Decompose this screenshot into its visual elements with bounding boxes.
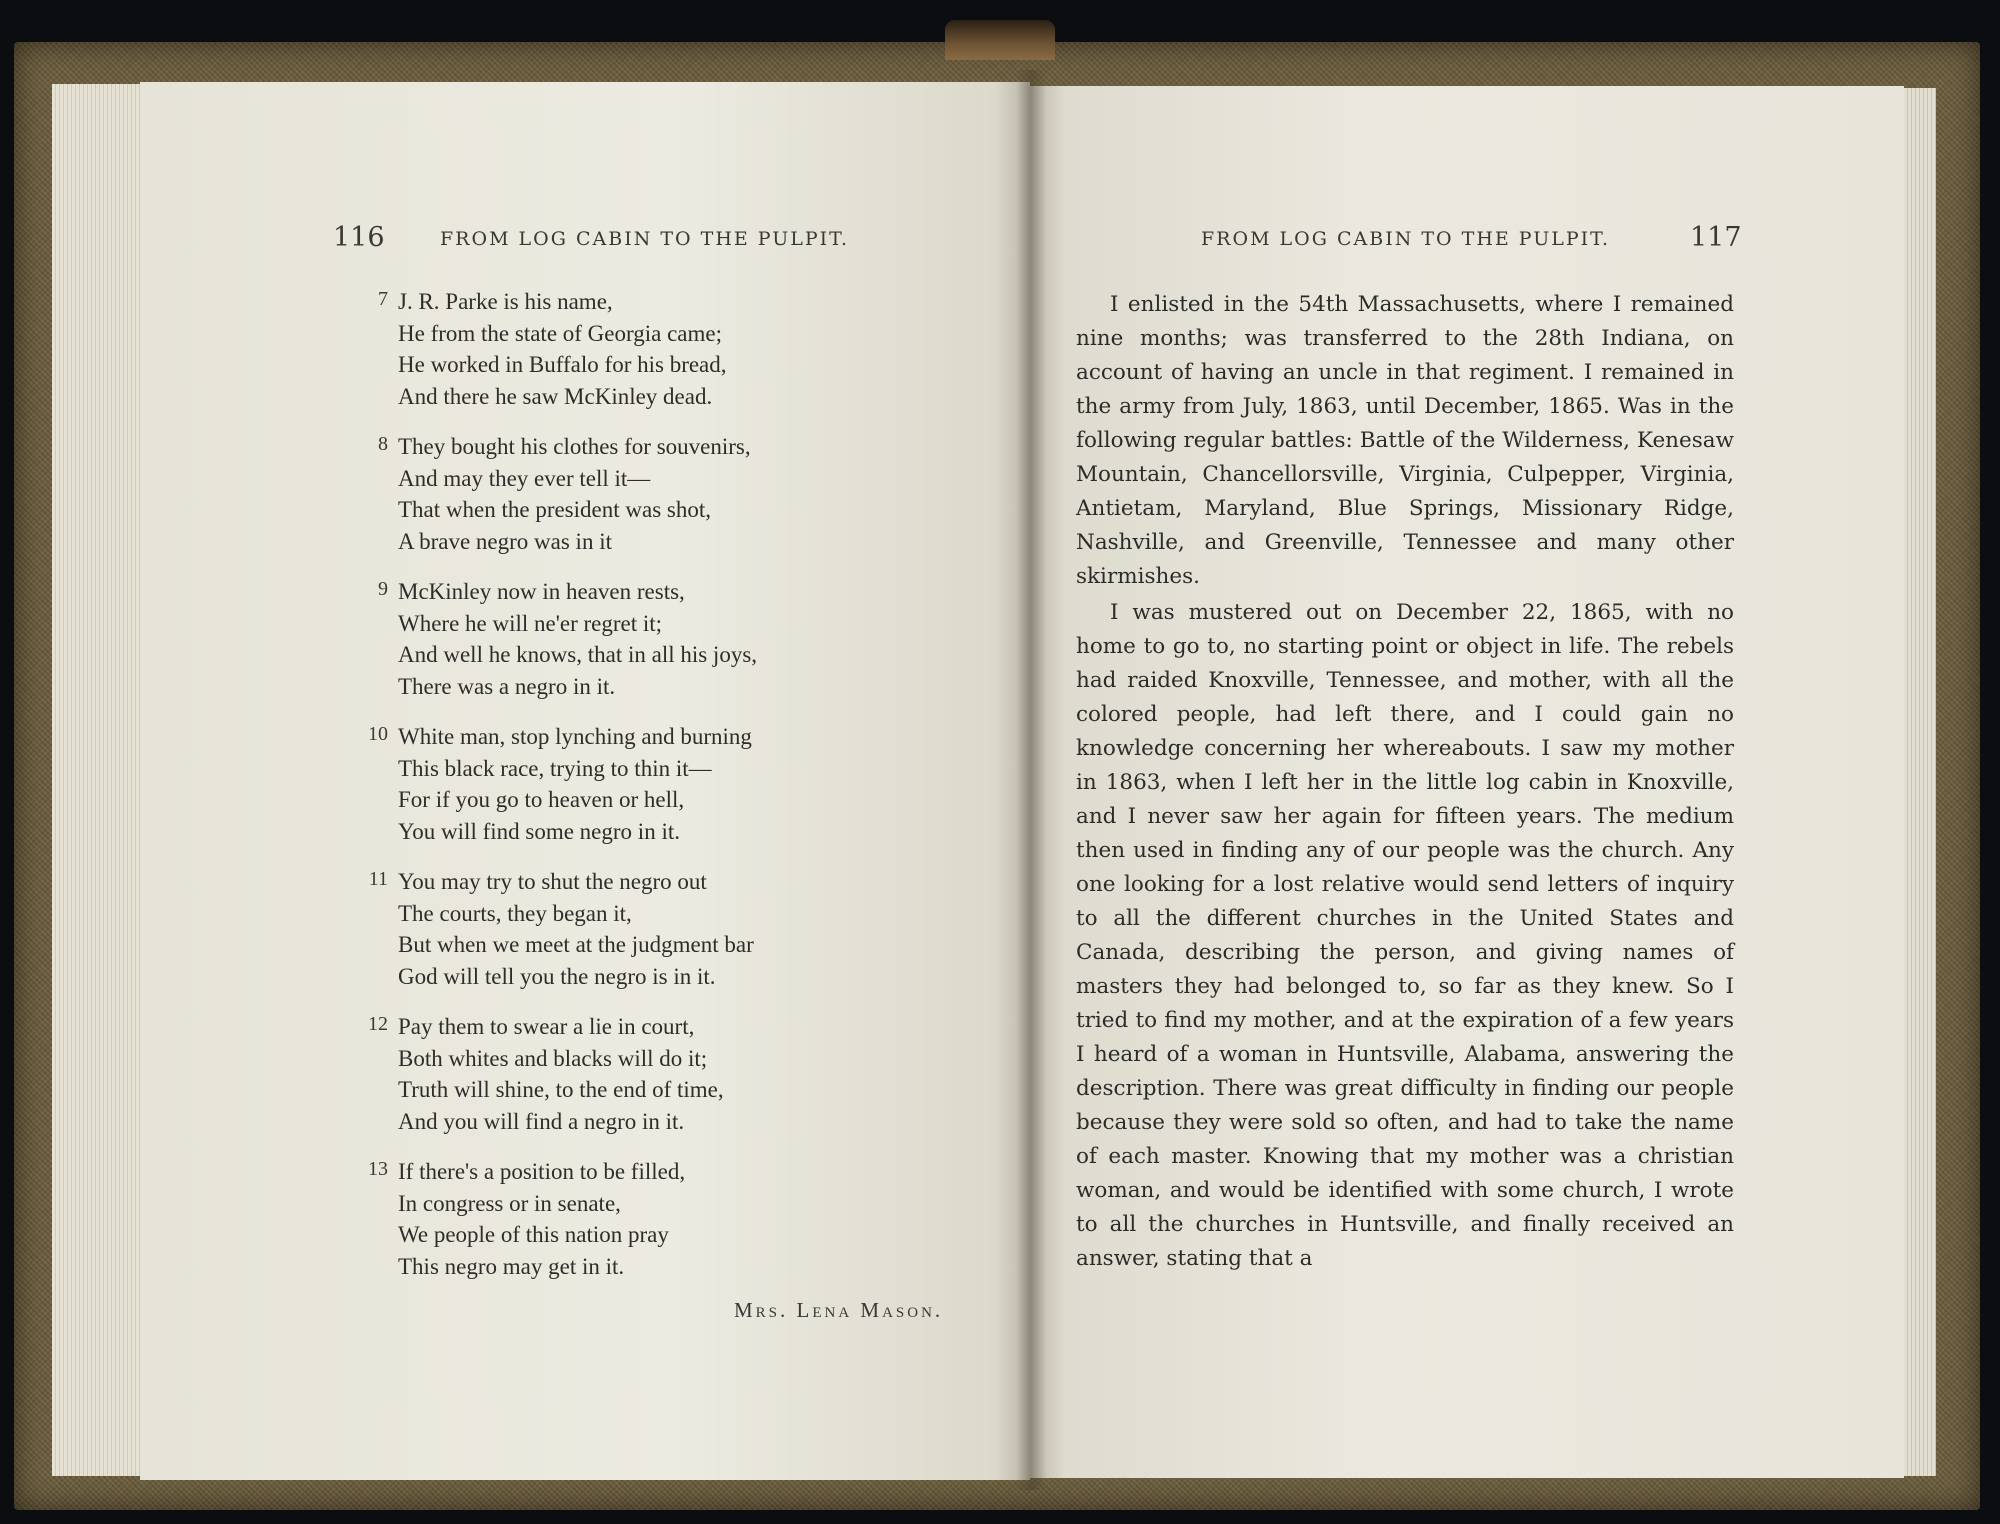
stanza (378, 286, 998, 412)
poem-line: White man, stop lynching and burning (398, 724, 752, 749)
book-gutter (1016, 70, 1046, 1490)
stanza (378, 576, 998, 702)
stanza-number: 9 (378, 578, 388, 600)
poem-line: He from the state of Georgia came; (398, 320, 722, 346)
poem-line: And may they ever tell it— (398, 465, 651, 491)
poem-line: This negro may get in it. (398, 1253, 625, 1279)
stanza-number: 10 (368, 723, 388, 745)
poem-line: J. R. Parke is his name, (398, 289, 613, 314)
poem-line: They bought his clothes for souvenirs, (398, 434, 751, 459)
stanza-number: 11 (368, 868, 388, 890)
poem-line: God will tell you the negro is in it. (398, 963, 716, 989)
poem-line: And you will find a negro in it. (398, 1108, 685, 1134)
page-edges-left (52, 84, 144, 1476)
poem-line: If there's a position to be filled, (398, 1159, 686, 1184)
poem-line: A brave negro was in it (398, 528, 612, 554)
poem-line: Where he will ne'er regret it; (398, 610, 663, 636)
stanza (368, 1156, 998, 1282)
poem-line: This black race, trying to thin it— (398, 755, 712, 781)
attribution-text: Mrs. Lena Mason. (734, 1298, 944, 1322)
paragraph: I was mustered out on December 22, 1865, with no home to go to, no starting point or object in life. The rebels had raided Knoxville, Tennessee, and mother, with all the colored people, had left there, and I could gain no knowledge concerning her whereabouts. I saw my mother in 1863, when I left her in the little log cabin in Knoxville, and I never saw her again for fifteen years. The medium then used in finding any of our people was the church. Any one looking for a lost relative would send letters of inquiry to all the different churches in the United States and Canada, describing the person, and giving names of masters they had belonged to, so far as they knew. So I tried to find my mother, and at the expiration of a few years I heard of a woman in Huntsville, Alabama, answering the description. There was great difficulty in finding our people because they were sold so often, and had to take the name of each master. Knowing that my mother was a christian woman, and would be identified with some church, I wrote to all the churches in Huntsville, and finally received an answer, stating that a (1076, 600, 1734, 1271)
poem-line: You will find some negro in it. (398, 818, 680, 844)
poem-attribution (734, 1298, 943, 1323)
poem-line: Truth will shine, to the end of time, (398, 1077, 724, 1102)
poem-line: McKinley now in heaven rests, (398, 579, 685, 604)
poem-line: There was a negro in it. (398, 673, 616, 699)
poem-line: The courts, they began it, (398, 900, 632, 926)
left-running-head: FROM LOG CABIN TO THE PULPIT. (440, 228, 850, 250)
poem-line: And there he saw McKinley dead. (398, 383, 713, 409)
prose-body (1076, 288, 1734, 1276)
book-spine (945, 20, 1055, 60)
stanza-number: 12 (368, 1013, 388, 1035)
poem-line: That when the president was shot, (398, 497, 711, 522)
stanza (368, 1011, 998, 1137)
poem-line: We people of this nation pray (398, 1222, 669, 1247)
right-page-number: 117 (1690, 222, 1742, 253)
page-edges-right (1900, 88, 1936, 1476)
poem-line: In congress or in senate, (398, 1190, 621, 1216)
poem-line: For if you go to heaven or hell, (398, 787, 685, 812)
poem-line: He worked in Buffalo for his bread, (398, 352, 727, 377)
poem-line: And well he knows, that in all his joys, (398, 642, 758, 667)
stanza (378, 431, 998, 557)
poem-line: Both whites and blacks will do it; (398, 1045, 708, 1071)
stanza-number: 13 (368, 1158, 388, 1180)
poem-line: Pay them to swear a lie in court, (398, 1014, 695, 1039)
left-page-number: 116 (333, 222, 385, 253)
paragraph: I enlisted in the 54th Massachusetts, where I remained nine months; was transferred to the 28th Indiana, on account of having an uncle in that regiment. I remained in the army from July, 1863, until December, 1865. Was in the following regular battles: Battle of the Wilderness, Kenesaw Mountain, Chancellorsville, Virginia, Culpepper, Virginia, Antietam, Maryland, Blue Springs, Missionary Ridge, Nashville, and Greenville, Tennessee and many other skirmishes. (1076, 292, 1734, 589)
poem-line: You may try to shut the negro out (398, 869, 707, 894)
poem (368, 286, 998, 1301)
stanza (368, 866, 998, 992)
stanza-number: 7 (378, 288, 388, 310)
stanza (368, 721, 998, 847)
stanza-number: 8 (378, 433, 388, 455)
right-running-head: FROM LOG CABIN TO THE PULPIT. (1201, 228, 1611, 250)
poem-line: But when we meet at the judgment bar (398, 932, 754, 957)
